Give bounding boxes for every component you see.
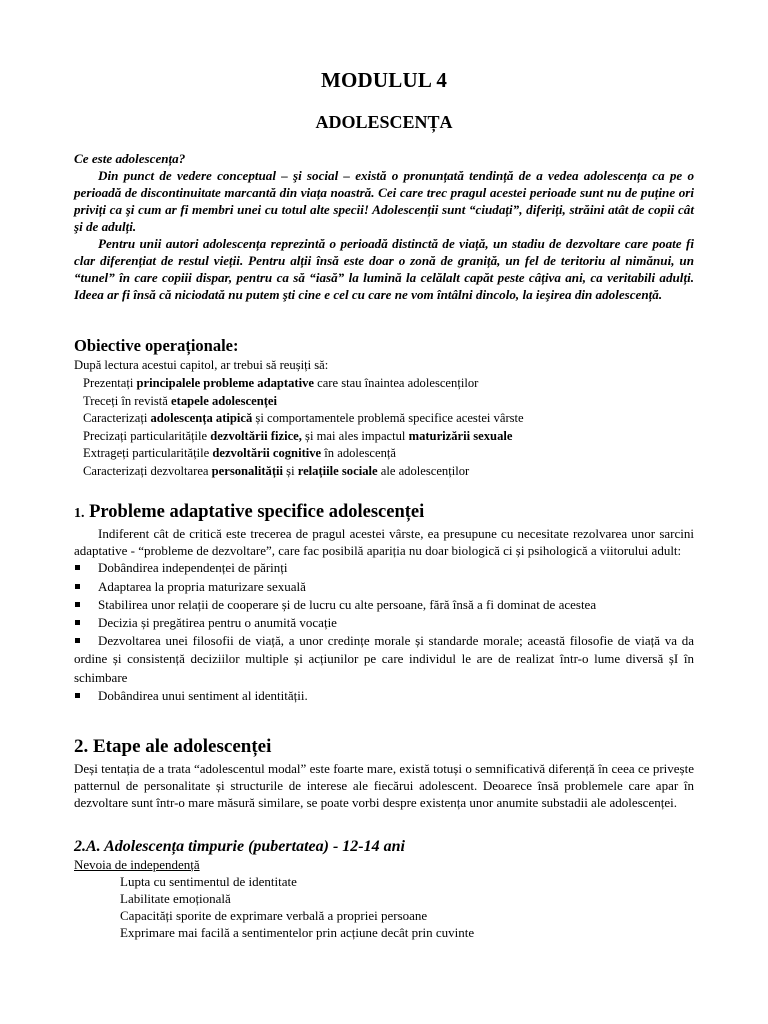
list-item: Labilitate emoțională — [120, 891, 231, 907]
objective-item — [74, 393, 694, 411]
objective-bold: principalele probleme adaptative — [136, 376, 314, 390]
intro-paragraph-1: Din punct de vedere conceptual – şi social – există o pronunțată tendință de a vedea adolescența ca pe o perioadă de discontinuitate marcantă din viața noastră. Cei care trec pragul acestei perioade sunt nu de puține ori priviți ca şi cum ar fi membri unei cu totul alte specii! Adolescenții sunt “ciudați”, diferiți, străini atât de copii cât şi de adulți. — [74, 168, 694, 234]
list-item — [74, 632, 694, 687]
objective-text: Treceți în revistă — [83, 393, 172, 408]
list-item: Exprimare mai facilă a sentimentelor prin acțiune decât prin cuvinte — [120, 925, 475, 941]
intro-paragraph-2: Pentru unii autori adolescența reprezintă o perioadă distinctă de viață, un stadiu de dezvoltare care poate fi clar diferențiat de restul vieții. Pentru alții însă este doar o zonă de graniță, un fel de teritoriu al nimănui, un “tunel” în care copiii dispar, pentru ca să “iasă” la lumină la celălalt capăt peste câțiva ani, ca veritabili adulți. Ideea ar fi însă că niciodată nu putem şti cine e cel cu care ne vom întâlni dincolo, la ieşirea din adolescență. — [74, 236, 694, 302]
objective-item — [74, 375, 694, 393]
list-item — [74, 559, 694, 577]
chapter-title: ADOLESCENȚA — [315, 112, 453, 132]
objective-text: Caracterizați dezvoltarea — [83, 463, 212, 478]
objective-text: Precizați particularitățile — [83, 428, 211, 443]
objective-text: Prezentați — [83, 376, 137, 390]
section-1-heading — [74, 502, 694, 523]
section-number: 1. — [74, 506, 85, 521]
section-1-paragraph: Indiferent cât de critică este trecerea de pragul acestei vârste, ea presupune cu necesitate rezolvarea unor sarcini adaptative - “probleme de dezvoltare”, care fac posibilă apariția nu doar biologică ci și psihologică a viitorului adult: — [74, 526, 694, 559]
section-2-heading: 2. Etape ale adolescenței — [74, 736, 272, 757]
objective-text: Extrageți particularitățile — [83, 446, 213, 461]
list-item — [74, 687, 694, 705]
section-2a-heading: 2.A. Adolescența timpurie (pubertatea) - 12-14 ani — [74, 838, 405, 855]
section-heading-text: Probleme adaptative specifice adolescenței — [89, 502, 425, 522]
objective-text: și — [283, 463, 298, 478]
objective-bold: personalității — [211, 463, 284, 478]
objective-bold: relațiile sociale — [297, 463, 378, 478]
square-bullet-icon — [75, 638, 80, 643]
list-item: Capacități sporite de exprimare verbală a propriei persoane — [120, 908, 428, 924]
list-item-text: Dobândirea independenței de părinți — [98, 560, 288, 576]
intro-section — [74, 150, 694, 303]
objective-text: ale adolescenților — [377, 463, 470, 478]
list-item-text: Stabilirea unor relații de cooperare și de lucru cu alte persoane, fără însă a fi dominat de acestea — [98, 596, 597, 612]
objectives-section — [74, 336, 694, 481]
objectives-list — [74, 375, 694, 481]
list-item-text: Adaptarea la propria maturizare sexuală — [98, 578, 306, 594]
section-2a — [74, 838, 694, 941]
square-bullet-icon — [75, 584, 80, 589]
objective-item — [74, 463, 694, 481]
objective-item — [74, 428, 694, 446]
objectives-lead: După lectura acestui capitol, ar trebui să reușiți să: — [74, 358, 329, 372]
intro-question: Ce este adolescența? — [74, 151, 186, 166]
list-item-text: Dobândirea unui sentiment al identității. — [98, 687, 308, 703]
section-1-list — [74, 559, 694, 705]
objective-bold: etapele adolescenței — [171, 393, 277, 408]
objective-text: și mai ales impactul — [301, 428, 409, 443]
objective-text: care stau înaintea adolescenților — [313, 376, 479, 390]
objective-bold: dezvoltării cognitive — [212, 446, 322, 461]
objective-bold: dezvoltării fizice, — [210, 428, 302, 443]
section-2 — [74, 736, 694, 812]
objective-text: în adolescență — [321, 446, 396, 461]
square-bullet-icon — [75, 620, 80, 625]
objective-item — [74, 445, 694, 463]
objective-bold: maturizării sexuale — [408, 428, 513, 443]
objective-bold: adolescența atipică — [150, 411, 253, 426]
square-bullet-icon — [75, 602, 80, 607]
objective-text: Caracterizați — [83, 411, 151, 426]
section-2-paragraph: Deși tentația de a trata “adolescentul modal” este foarte mare, există totuși o semnificativă diferență în ceea ce privește patternul de personalitate și structurile de interese ale fiecărui adolescent. Deoarece însă problemele care apar în dezvoltare sunt într-o mare măsură similare, se poate vorbi despre existența unor anumite substadii ale adolescenței. — [74, 761, 694, 811]
list-item — [74, 596, 694, 614]
section-1 — [74, 502, 694, 705]
square-bullet-icon — [75, 693, 80, 698]
list-item: Lupta cu sentimentul de identitate — [120, 874, 297, 890]
list-item — [74, 578, 694, 596]
objectives-heading: Obiective operaționale: — [74, 336, 239, 355]
objective-item — [74, 410, 694, 428]
need-subheading: Nevoia de independență — [74, 857, 200, 873]
module-title: MODULUL 4 — [320, 68, 448, 92]
list-item-text: Dezvoltarea unei filosofii de viață, a unor credințe morale și standarde morale; această filosofie de viață va da ordine și consistență deciziilor multiple și acțiunilor pe care individul le are de realizat într-o lume diversă șI în schimbare — [74, 633, 694, 685]
list-item-text: Decizia și pregătirea pentru o anumită vocație — [98, 615, 337, 631]
square-bullet-icon — [75, 565, 80, 570]
objective-text: și comportamentele problemă specifice acestei vârste — [252, 411, 524, 426]
list-item — [74, 614, 694, 632]
